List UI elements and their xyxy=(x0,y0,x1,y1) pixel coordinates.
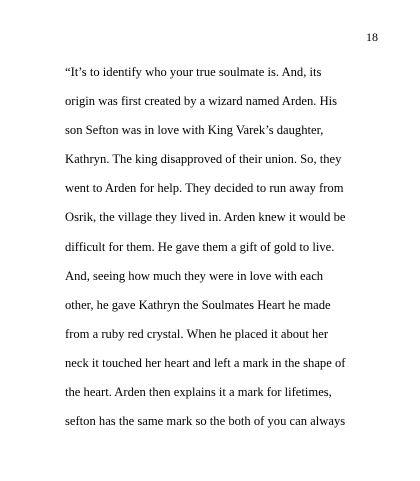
text-line: neck it touched her heart and left a mark in the shape of xyxy=(65,355,346,370)
text-line: other, he gave Kathryn the Soulmates Heart he made xyxy=(65,297,331,312)
text-line: “It’s to identify who your true soulmate is. And, its xyxy=(65,65,322,79)
text-line: Osrik, the village they lived in. Arden knew it would be xyxy=(65,210,346,225)
body-text xyxy=(65,58,410,436)
text-line: Kathryn. The king disapproved of their union. So, they xyxy=(65,152,342,167)
text-line: from a ruby red crystal. When he placed it about her xyxy=(65,326,329,341)
text-line: sefton has the same mark so the both of you can always xyxy=(65,414,346,429)
text-line: origin was first created by a wizard named Arden. His xyxy=(65,94,338,109)
page-number: 18 xyxy=(366,30,378,44)
text-line: difficult for them. He gave them a gift of gold to live. xyxy=(65,239,335,254)
text-line: the heart. Arden then explains it a mark for lifetimes, xyxy=(65,385,332,400)
text-line: went to Arden for help. They decided to run away from xyxy=(65,181,344,196)
text-line: And, seeing how much they were in love with each xyxy=(65,268,324,283)
text-line: son Sefton was in love with King Varek’s daughter, xyxy=(65,123,324,138)
